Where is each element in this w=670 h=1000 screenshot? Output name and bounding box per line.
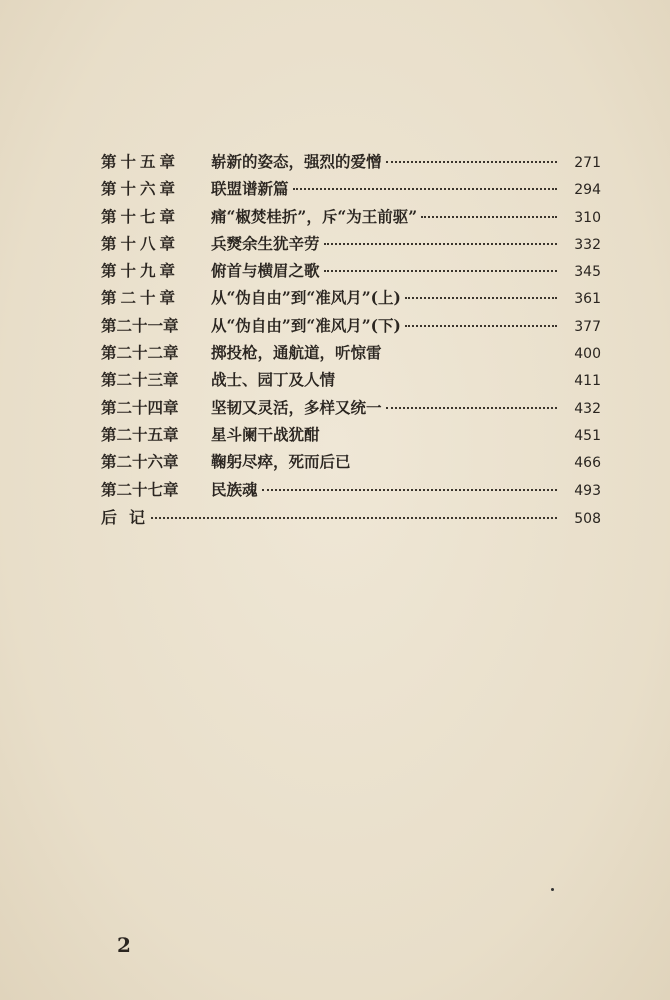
toc-entry — [101, 478, 601, 505]
chapter-number: 第二十四章 — [101, 397, 179, 417]
chapter-number: 第十七章 — [101, 206, 180, 226]
chapter-title: 兵燹余生犹辛劳 — [211, 233, 320, 253]
leader-dots — [405, 293, 557, 299]
page-number: 377 — [574, 318, 601, 335]
toc-entry — [101, 314, 601, 341]
toc-entry — [101, 232, 601, 259]
chapter-title: 崭新的姿态，强烈的爱憎 — [211, 152, 382, 171]
leader-dots — [386, 157, 557, 163]
toc-entry — [101, 423, 601, 450]
chapter-title: 联盟谱新篇 — [211, 179, 289, 199]
leader-dots — [421, 212, 557, 218]
leader-dots — [324, 239, 557, 245]
chapter-title: 从“伪自由”到“准风月”(上) — [211, 288, 401, 308]
toc-entry — [101, 177, 601, 204]
page-number: 361 — [574, 291, 601, 308]
toc-entry — [101, 341, 601, 368]
toc-entry — [101, 286, 601, 313]
page-number: 432 — [574, 400, 601, 417]
chapter-number: 第二十五章 — [101, 424, 179, 444]
toc-entry — [101, 259, 601, 286]
afterword-label: 后记 — [101, 507, 158, 527]
chapter-number: 第十五章 — [101, 152, 180, 171]
chapter-title: 掷投枪，通航道，听惊雷 — [211, 343, 382, 363]
chapter-title: 鞠躬尽瘁，死而后已 — [211, 452, 351, 472]
chapter-title: 俯首与横眉之歌 — [211, 261, 320, 281]
page-number: 493 — [574, 482, 601, 499]
chapter-number: 第二十章 — [101, 288, 180, 308]
leader-dots — [262, 485, 557, 491]
leader-dots — [324, 266, 557, 272]
chapter-title: 痛“椒焚桂折”，斥“为王前驱” — [211, 206, 418, 226]
page-number: 466 — [574, 455, 601, 472]
table-of-contents — [101, 150, 601, 532]
toc-entry — [101, 205, 601, 232]
page-number: 508 — [574, 510, 601, 527]
page-number: 294 — [574, 182, 601, 199]
chapter-number: 第十八章 — [101, 233, 180, 253]
toc-entry — [101, 396, 601, 423]
leader-dots — [386, 403, 557, 409]
page-number: 310 — [574, 209, 601, 226]
chapter-number: 第十九章 — [101, 261, 180, 281]
chapter-number: 第二十三章 — [101, 370, 179, 390]
page-number: 345 — [574, 264, 601, 281]
toc-entry — [101, 450, 601, 477]
chapter-title: 坚韧又灵活，多样又统一 — [211, 397, 382, 417]
leader-dots — [293, 184, 557, 190]
toc-entry — [101, 368, 601, 395]
page-number: 411 — [574, 373, 601, 390]
chapter-title: 星斗阑干战犹酣 — [211, 424, 320, 444]
page-number: 332 — [574, 236, 601, 253]
chapter-number: 第二十六章 — [101, 452, 179, 472]
chapter-number: 第十六章 — [101, 179, 180, 199]
chapter-number: 第二十七章 — [101, 479, 179, 499]
chapter-title: 战士、园丁及人情 — [211, 370, 336, 390]
chapter-title: 从“伪自由”到“准风月”(下) — [211, 315, 401, 335]
page-number: 271 — [574, 155, 601, 171]
toc-entry — [101, 150, 601, 177]
ink-speck — [551, 888, 554, 891]
page-number: 451 — [574, 427, 601, 444]
toc-afterword — [101, 505, 601, 532]
chapter-title: 民族魂 — [211, 479, 258, 499]
chapter-number: 第二十一章 — [101, 315, 179, 335]
folio-page-number: 2 — [117, 933, 131, 957]
leader-dots — [151, 513, 557, 519]
leader-dots — [405, 321, 557, 327]
page-number: 400 — [574, 346, 601, 363]
chapter-number: 第二十二章 — [101, 343, 179, 363]
